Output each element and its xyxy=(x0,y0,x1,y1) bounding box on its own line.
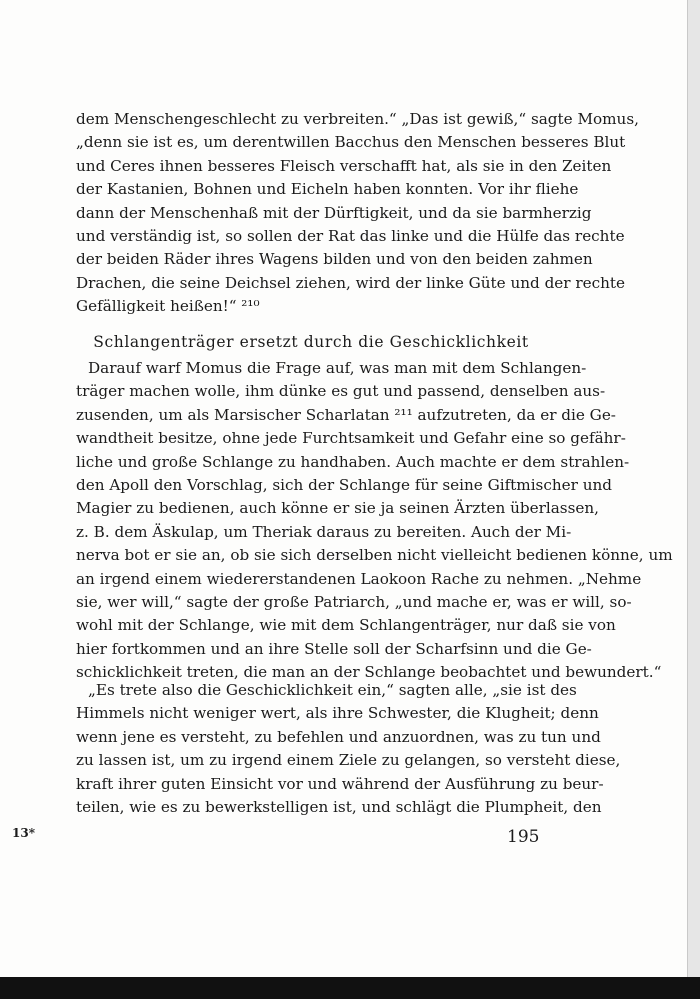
text-line: träger machen wolle, ihm dünke es gut und passend, denselben aus- xyxy=(76,382,606,401)
text-line: Magier zu bedienen, auch könne er sie ja seinen Ärzten überlassen, xyxy=(76,499,599,518)
text-line: Himmels nicht weniger wert, als ihre Schwester, die Klugheit; denn xyxy=(76,704,599,723)
text-line: und Ceres ihnen besseres Fleisch verschafft hat, als sie in den Zeiten xyxy=(76,156,612,175)
paragraph-1 xyxy=(76,108,639,319)
text-line: an irgend einem wiedererstandenen Laokoon Rache zu nehmen. „Nehme xyxy=(76,569,642,588)
text-line: „denn sie ist es, um derentwillen Bacchus den Menschen besseres Blut xyxy=(76,133,626,152)
text-line: Darauf warf Momus die Frage auf, was man mit dem Schlangen- xyxy=(88,359,587,377)
paragraph-3 xyxy=(76,679,621,819)
text-line: Drachen, die seine Deichsel ziehen, wird der linke Güte und der rechte xyxy=(76,273,626,292)
text-line: wohl mit der Schlange, wie mit dem Schlangenträger, nur daß sie von xyxy=(76,616,616,635)
text-line: und verständig ist, so sollen der Rat das linke und die Hülfe das rechte xyxy=(76,227,625,246)
page-number: 195 xyxy=(507,827,540,847)
text-line: zusenden, um als Marsischer Scharlatan ²¹¹ aufzutreten, da er die Ge- xyxy=(76,405,616,424)
text-line: z. B. dem Äskulap, um Theriak daraus zu bereiten. Auch der Mi- xyxy=(76,522,572,541)
text-line: hier fortkommen und an ihre Stelle soll der Scharfsinn und die Ge- xyxy=(76,639,592,658)
text-line: dann der Menschenhaß mit der Dürftigkeit, und da sie barmherzig xyxy=(76,203,592,222)
text-line: der beiden Räder ihres Wagens bilden und von den beiden zahmen xyxy=(76,250,593,269)
text-line: sie, wer will,“ sagte der große Patriarch, „und mache er, was er will, so- xyxy=(76,593,632,612)
text-line: wenn jene es versteht, zu befehlen und anzuordnen, was zu tun und xyxy=(76,727,601,746)
text-line: „Es trete also die Geschicklichkeit ein,“ sagten alle, „sie ist des xyxy=(88,681,577,699)
section-heading: Schlangenträger ersetzt durch die Geschicklichkeit xyxy=(93,333,529,351)
text-line: liche und große Schlange zu handhaben. Auch machte er dem strahlen- xyxy=(76,452,630,471)
scan-bottom-border xyxy=(0,977,700,999)
text-line: der Kastanien, Bohnen und Eicheln haben konnten. Vor ihr fliehe xyxy=(76,180,579,199)
text-line: wandtheit besitze, ohne jede Furchtsamkeit und Gefahr eine so gefähr- xyxy=(76,429,626,448)
printer-signature: 13* xyxy=(12,826,35,840)
text-line: schicklichkeit treten, die man an der Schlange beobachtet und bewundert.“ xyxy=(76,663,662,682)
page-edge-shadow xyxy=(687,0,700,999)
text-line: zu lassen ist, um zu irgend einem Ziele zu gelangen, so versteht diese, xyxy=(76,751,621,770)
text-line: den Apoll den Vorschlag, sich der Schlange für seine Giftmischer und xyxy=(76,476,612,495)
text-line: kraft ihrer guten Einsicht vor und während der Ausführung zu beur- xyxy=(76,774,604,793)
text-line: nerva bot er sie an, ob sie sich derselben nicht vielleicht bedienen könne, um xyxy=(76,546,673,565)
paragraph-2 xyxy=(76,357,673,685)
text-line: teilen, wie es zu bewerkstelligen ist, und schlägt die Plumpheit, den xyxy=(76,798,602,817)
text-line: Gefälligkeit heißen!“ ²¹⁰ xyxy=(76,297,260,316)
text-line: dem Menschengeschlecht zu verbreiten.“ „Das ist gewiß,“ sagte Momus, xyxy=(76,110,639,128)
